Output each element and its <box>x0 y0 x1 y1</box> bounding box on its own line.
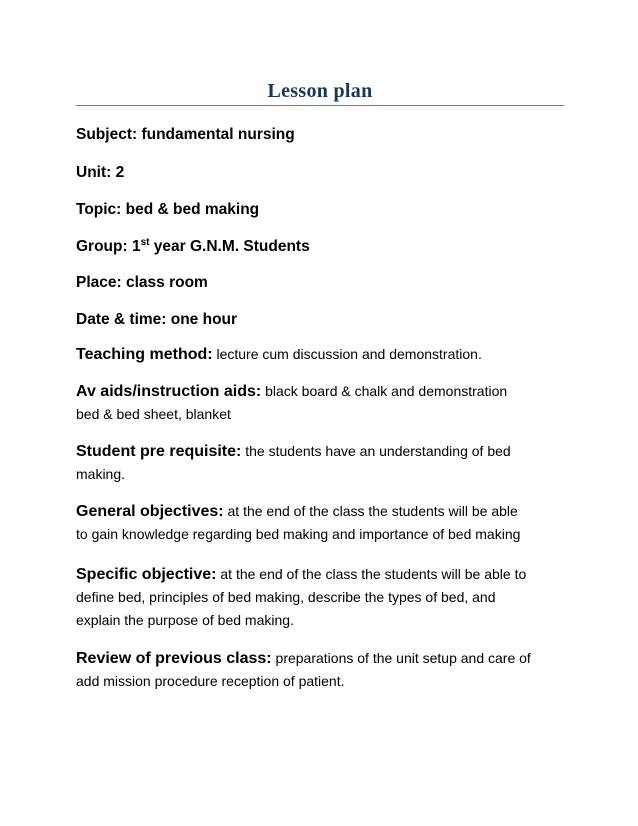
unit-line: Unit: 2 <box>76 164 125 181</box>
teaching-method-text: lecture cum discussion and demonstration. <box>212 346 482 362</box>
review-paragraph <box>76 647 576 693</box>
av-aids-paragraph <box>76 380 576 426</box>
group-line <box>76 238 310 256</box>
specific-objective-text-line3: explain the purpose of bed making. <box>76 612 294 628</box>
av-aids-label: Av aids/instruction aids: <box>76 383 262 400</box>
review-label: Review of previous class: <box>76 650 272 667</box>
av-aids-text-line1: black board & chalk and demonstration <box>261 383 508 399</box>
specific-objective-text-line2: define bed, principles of bed making, describe the types of bed, and <box>76 589 496 605</box>
specific-objective-label: Specific objective: <box>76 566 217 583</box>
group-suffix: year G.N.M. Students <box>149 238 310 255</box>
general-objectives-text-line1: at the end of the class the students will be able <box>223 503 518 519</box>
subject-line: Subject: fundamental nursing <box>76 126 295 143</box>
general-objectives-paragraph <box>76 500 576 546</box>
place-line: Place: class room <box>76 274 208 291</box>
title-underline <box>76 105 564 106</box>
prerequisite-paragraph <box>76 440 576 486</box>
group-superscript: st <box>140 237 150 248</box>
review-text-line1: preparations of the unit setup and care of <box>271 650 531 666</box>
review-text-line2: add mission procedure reception of patient. <box>76 673 345 689</box>
specific-objective-paragraph <box>76 563 576 632</box>
group-prefix: Group: 1 <box>76 238 141 255</box>
av-aids-text-line2: bed & bed sheet, blanket <box>76 406 231 422</box>
topic-line: Topic: bed & bed making <box>76 201 260 218</box>
teaching-method-paragraph <box>76 343 576 366</box>
teaching-method-label: Teaching method: <box>76 346 213 363</box>
prerequisite-label: Student pre requisite: <box>76 443 242 460</box>
page-title: Lesson plan <box>267 80 373 102</box>
general-objectives-label: General objectives: <box>76 503 224 520</box>
date-time-line: Date & time: one hour <box>76 311 238 328</box>
prerequisite-text-line1: the students have an understanding of bed <box>241 443 511 459</box>
prerequisite-text-line2: making. <box>76 466 126 482</box>
general-objectives-text-line2: to gain knowledge regarding bed making and importance of bed making <box>76 526 521 542</box>
specific-objective-text-line1: at the end of the class the students will be able to <box>216 566 527 582</box>
